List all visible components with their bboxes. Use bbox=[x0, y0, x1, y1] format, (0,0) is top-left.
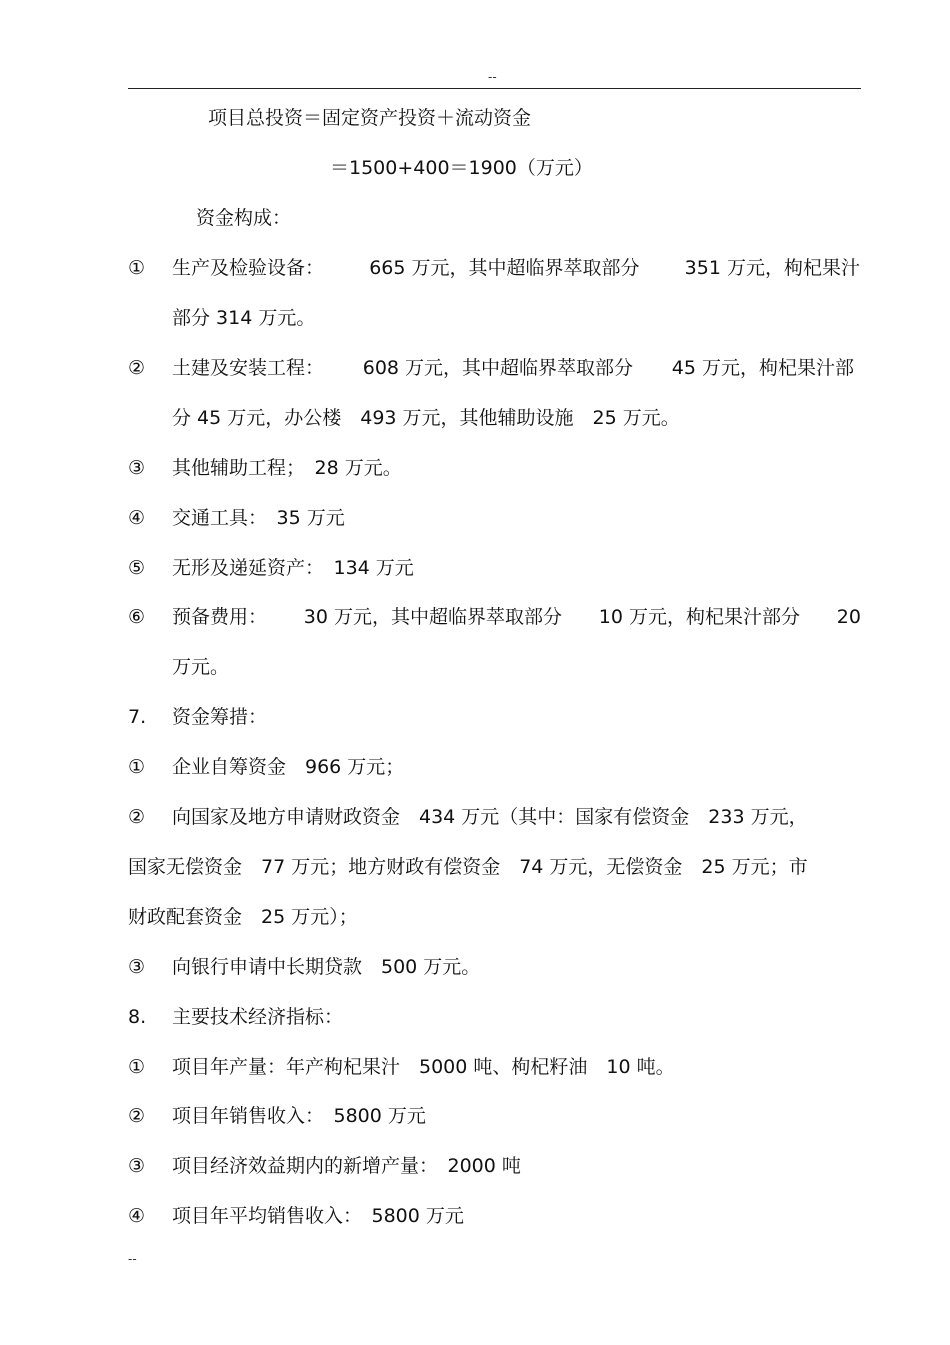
section-title-indicators: 主要技术经济指标： bbox=[172, 1006, 344, 1028]
item-marker: ① bbox=[128, 1056, 146, 1078]
composition-item-1 bbox=[172, 256, 860, 280]
item-marker: ② bbox=[128, 357, 146, 379]
item-part: 土建及安装工程： bbox=[172, 357, 325, 379]
funding-item-2-cont1: 国家无偿资金 77 万元；地方财政有偿资金 74 万元，无偿资金 25 万元；市 bbox=[128, 856, 808, 878]
page-header-mark: -- bbox=[488, 70, 497, 84]
funding-item-1: 企业自筹资金 966 万元； bbox=[172, 756, 405, 778]
item-marker: ⑥ bbox=[128, 606, 146, 628]
item-marker: ① bbox=[128, 257, 146, 279]
item-marker: ④ bbox=[128, 507, 146, 529]
indicator-item-4: 项目年平均销售收入： 5800 万元 bbox=[172, 1205, 464, 1227]
item-part: 608 万元，其中超临界萃取部分 bbox=[362, 357, 634, 379]
composition-item-6 bbox=[172, 605, 861, 629]
funding-item-2: 向国家及地方申请财政资金 434 万元（其中：国家有偿资金 233 万元， bbox=[172, 806, 808, 828]
item-marker: ② bbox=[128, 806, 146, 828]
item-marker: ③ bbox=[128, 1155, 146, 1177]
indicator-item-2: 项目年销售收入： 5800 万元 bbox=[172, 1105, 426, 1127]
page-footer-mark: -- bbox=[128, 1252, 137, 1266]
item-part: 预备费用： bbox=[172, 606, 268, 628]
item-part: 665 万元，其中超临界萃取部分 bbox=[369, 257, 640, 279]
header-rule bbox=[128, 88, 861, 89]
item-part: 351 万元，枸杞果汁 bbox=[684, 257, 860, 279]
item-marker: ① bbox=[128, 756, 146, 778]
composition-item-6-cont: 万元。 bbox=[172, 656, 230, 678]
total-investment-formula: 项目总投资＝固定资产投资＋流动资金 bbox=[208, 107, 532, 129]
item-part: 45 万元，枸杞果汁部 bbox=[671, 357, 854, 379]
section-title-funding: 资金筹措： bbox=[172, 706, 268, 728]
item-marker: ③ bbox=[128, 457, 146, 479]
composition-item-2 bbox=[172, 356, 854, 380]
funding-item-2-cont2: 财政配套资金 25 万元）； bbox=[128, 906, 358, 928]
composition-item-4: 交通工具： 35 万元 bbox=[172, 507, 345, 529]
composition-heading: 资金构成： bbox=[196, 207, 292, 229]
indicator-item-1: 项目年产量：年产枸杞果汁 5000 吨、枸杞籽油 10 吨。 bbox=[172, 1056, 675, 1078]
item-part: 生产及检验设备： bbox=[172, 257, 325, 279]
item-part: 10 万元，枸杞果汁部分 bbox=[598, 606, 801, 628]
composition-item-3: 其他辅助工程； 28 万元。 bbox=[172, 457, 402, 479]
funding-item-3: 向银行申请中长期贷款 500 万元。 bbox=[172, 956, 481, 978]
item-marker: ③ bbox=[128, 956, 146, 978]
composition-item-1-cont: 部分 314 万元。 bbox=[172, 307, 316, 329]
item-marker: ⑤ bbox=[128, 557, 146, 579]
indicator-item-3: 项目经济效益期内的新增产量： 2000 吨 bbox=[172, 1155, 521, 1177]
section-number: 7. bbox=[128, 706, 147, 728]
item-marker: ④ bbox=[128, 1205, 146, 1227]
composition-item-5: 无形及递延资产： 134 万元 bbox=[172, 557, 414, 579]
section-number: 8. bbox=[128, 1006, 147, 1028]
item-part: 20 bbox=[836, 606, 861, 628]
item-marker: ② bbox=[128, 1105, 146, 1127]
item-part: 30 万元，其中超临界萃取部分 bbox=[303, 606, 563, 628]
total-investment-value: ＝1500+400＝1900（万元） bbox=[330, 157, 593, 179]
composition-item-2-cont: 分 45 万元，办公楼 493 万元，其他辅助设施 25 万元。 bbox=[172, 407, 680, 429]
